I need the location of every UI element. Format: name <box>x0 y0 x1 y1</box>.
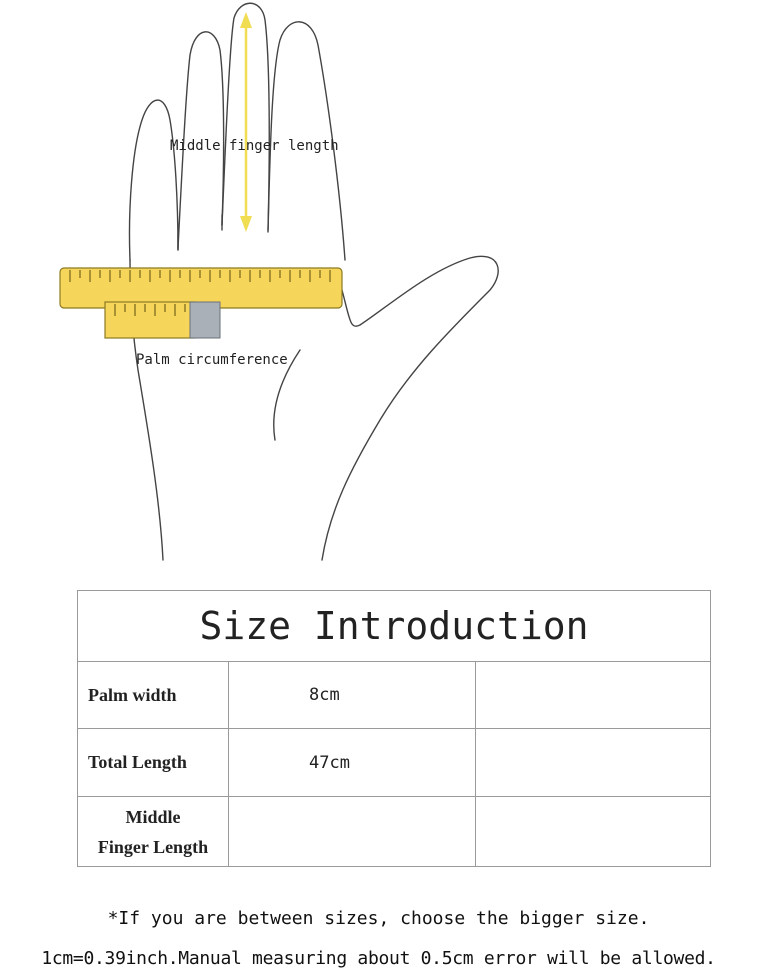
row-value: 47cm <box>229 729 476 796</box>
row-label: Total Length <box>78 729 229 796</box>
measurement-note: 1cm=0.39inch.Manual measuring about 0.5cm error will be allowed. <box>41 948 716 969</box>
row-value: 8cm <box>229 662 476 728</box>
palm-circumference-label: Palm circumference <box>136 352 288 368</box>
row-extra <box>476 797 712 867</box>
row-label: Middle Finger Length <box>78 797 229 867</box>
table-row <box>78 729 710 797</box>
row-value <box>229 797 476 867</box>
row-label: Palm width <box>78 662 229 728</box>
middle-finger-length-label: Middle finger length <box>170 138 339 154</box>
middle-finger-arrow <box>240 12 252 232</box>
measuring-tape-icon <box>60 268 342 338</box>
row-extra <box>476 662 712 728</box>
sizing-note: *If you are between sizes, choose the bigger size. <box>107 908 650 929</box>
table-title: Size Introduction <box>78 591 710 662</box>
table-row <box>78 662 710 729</box>
table-row <box>78 797 710 867</box>
size-table <box>77 590 711 867</box>
row-extra <box>476 729 712 796</box>
